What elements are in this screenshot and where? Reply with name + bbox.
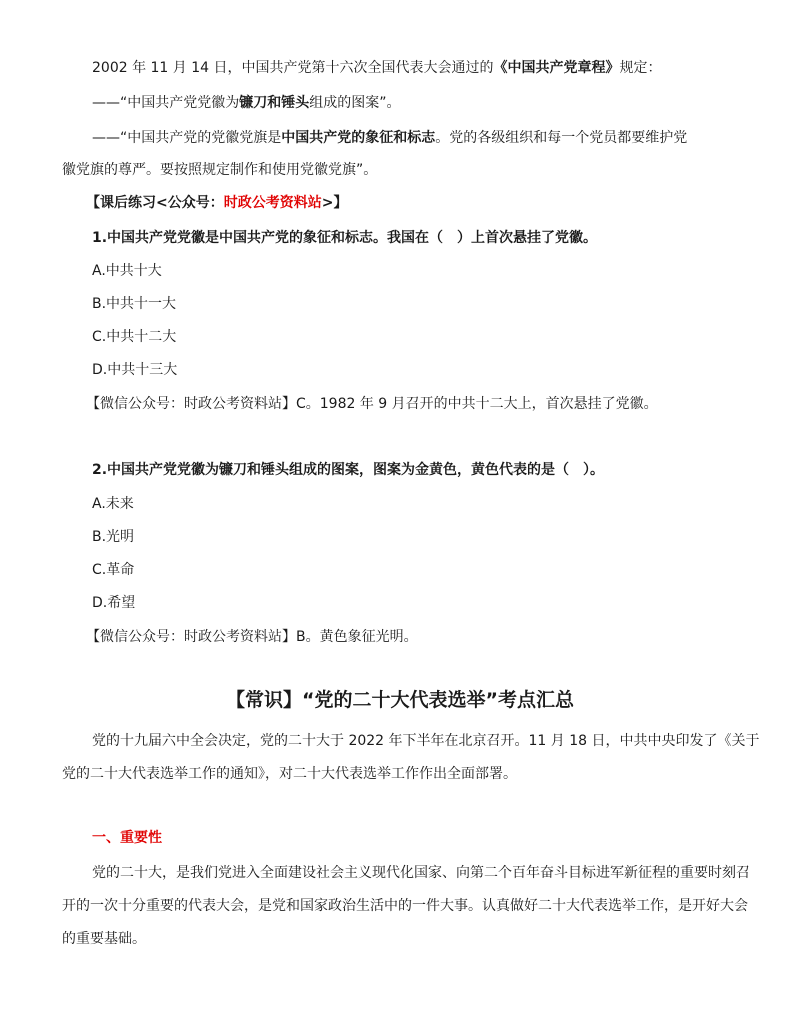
intro-text: 2002 年 11 月 14 日，中国共产党第十六次全国代表大会通过的	[92, 60, 494, 76]
article-title: 【常识】“党的二十大代表选举”考点汇总	[226, 689, 574, 711]
intro-paragraph-2	[92, 93, 401, 113]
charter-title: 《中国共产党章程》	[493, 60, 620, 76]
question-1-answer: 【微信公众号：时政公考资料站】C。1982 年 9 月召开的中共十二大上，首次悬挂了党徽。	[86, 396, 658, 412]
article-paragraph-1-cont: 党的二十大代表选举工作的通知》，对二十大代表选举工作作出全面部署。	[62, 766, 517, 782]
article-paragraph-2-cont: 开的一次十分重要的代表大会，是党和国家政治生活中的一件大事。认真做好二十大代表选举工作，是开好大会	[62, 898, 748, 914]
question-1-option-a: A.中共十大	[92, 263, 162, 279]
question-1-option-c: C.中共十二大	[92, 329, 177, 345]
question-2-option-b: B.光明	[92, 529, 135, 545]
article-paragraph-2: 党的二十大，是我们党进入全面建设社会主义现代化国家、向第二个百年奋斗目标进军新征程的重要时刻召	[92, 865, 750, 881]
article-paragraph-2-end: 的重要基础。	[62, 931, 146, 947]
question-2-option-d: D.希望	[92, 595, 136, 611]
section-heading-importance: 一、重要性	[92, 830, 162, 846]
intro-paragraph-3	[92, 128, 687, 148]
exercise-header-text: 【课后练习<公众号：	[86, 195, 224, 211]
intro-text: 组成的图案”。	[309, 95, 401, 111]
intro-paragraph-1	[92, 58, 662, 78]
intro-text: ——“中国共产党党徽为	[92, 95, 240, 111]
intro-text: ——“中国共产党的党徽党旗是	[92, 130, 282, 146]
question-1-stem: 1.中国共产党党徽是中国共产党的象征和标志。我国在（ ）上首次悬挂了党徽。	[92, 230, 598, 246]
exercise-source-name: 时政公考资料站	[223, 195, 322, 211]
question-2-answer: 【微信公众号：时政公考资料站】B。黄色象征光明。	[86, 629, 418, 645]
emphasis-text: 镰刀和锤头	[239, 95, 310, 111]
question-2-stem: 2.中国共产党党徽为镰刀和锤头组成的图案，图案为金黄色，黄色代表的是（ ）。	[92, 462, 605, 478]
question-1-option-b: B.中共十一大	[92, 296, 177, 312]
emphasis-text: 中国共产党的象征和标志	[281, 130, 436, 146]
exercise-header-text: >】	[321, 195, 348, 211]
question-2-option-a: A.未来	[92, 496, 134, 512]
question-2-option-c: C.革命	[92, 562, 135, 578]
intro-paragraph-3-cont: 徽党旗的尊严。要按照规定制作和使用党徽党旗”。	[62, 162, 378, 178]
intro-text: 。党的各级组织和每一个党员都要维护党	[435, 130, 688, 146]
article-paragraph-1: 党的十九届六中全会决定，党的二十大于 2022 年下半年在北京召开。11 月 18 日，中共中央印发了《关于	[92, 733, 760, 749]
exercise-header	[86, 193, 347, 213]
intro-text: 规定：	[619, 60, 662, 76]
question-1-option-d: D.中共十三大	[92, 362, 178, 378]
